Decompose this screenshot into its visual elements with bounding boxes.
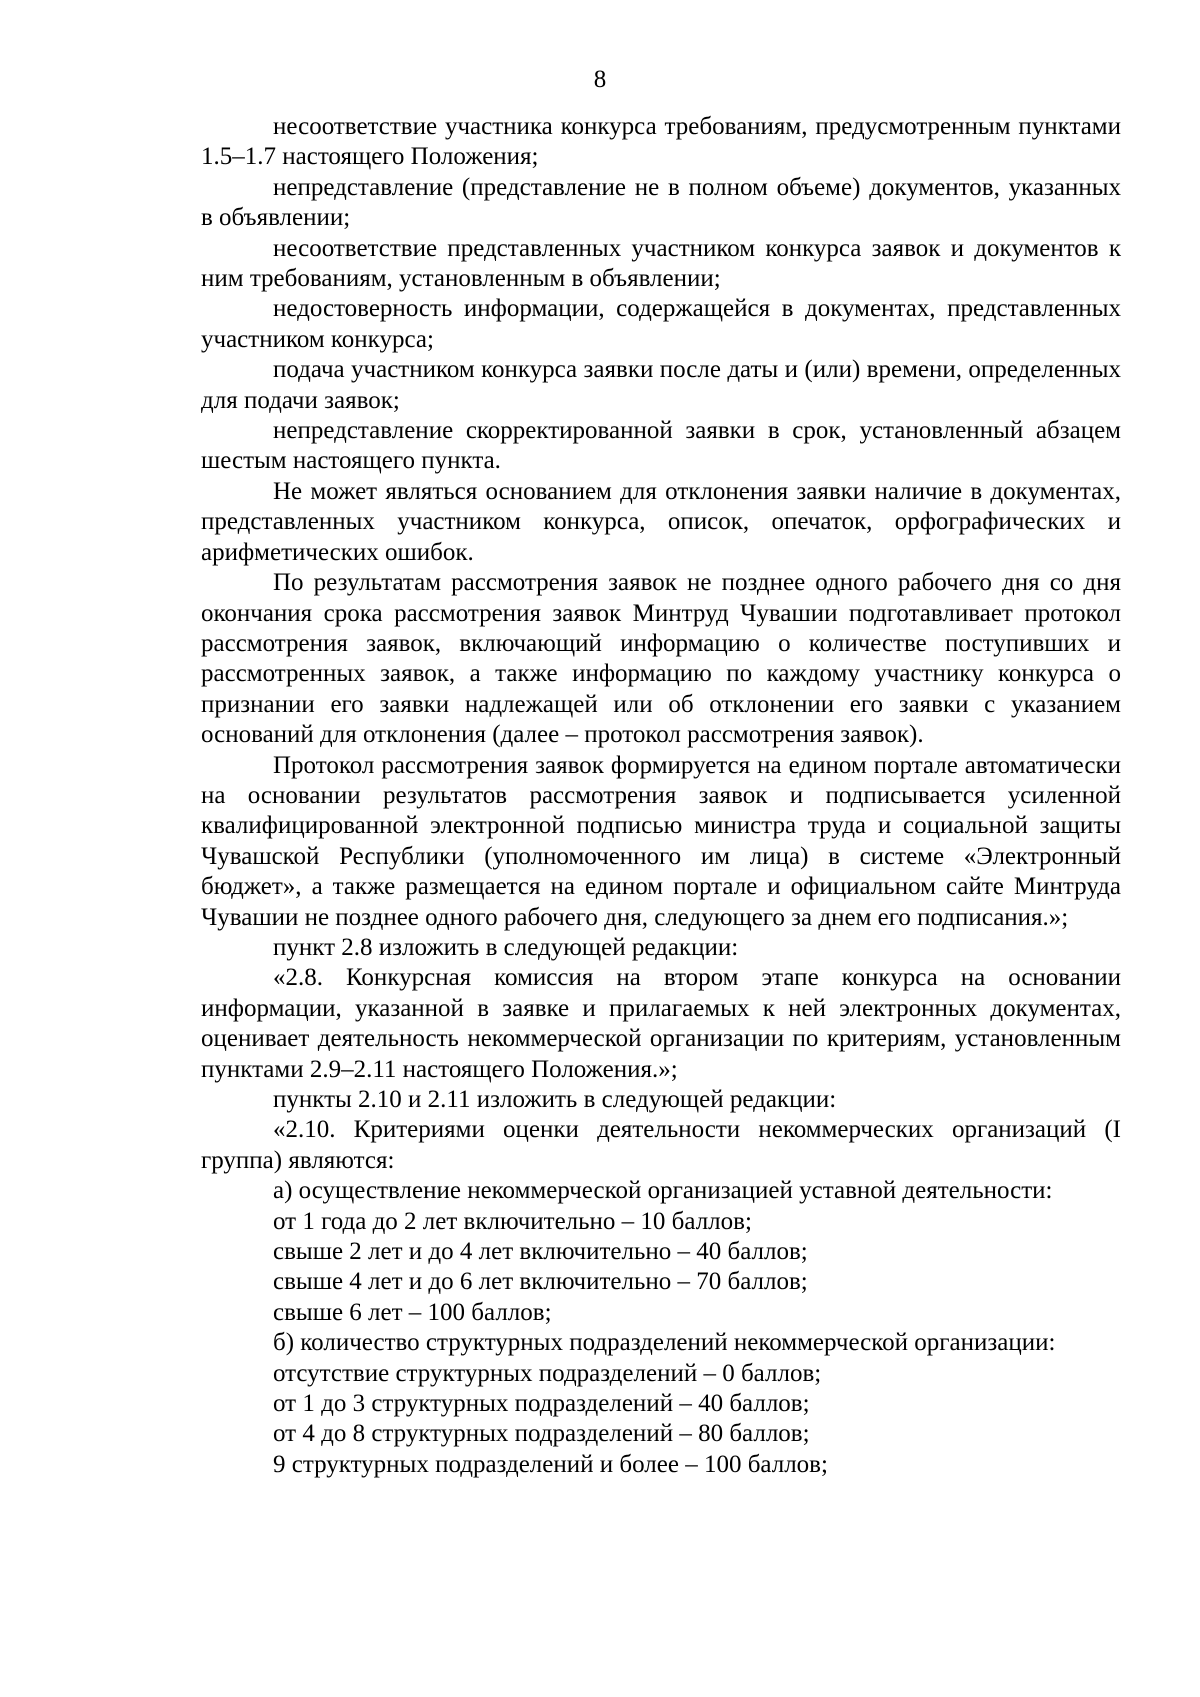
paragraph: По результатам рассмотрения заявок не позднее одного рабочего дня со дня окончания срока рассмотрения заявок Минтруд Чувашии подготавливает протокол рассмотрения заявок, включающий информацию о количестве поступивших и рассмотренных заявок, а также информацию по каждому участнику конкурса о признании его заявки надлежащей или об отклонении его заявки с указанием оснований для отклонения (далее – протокол рассмотрения заявок).: [201, 569, 1121, 749]
paragraph: пункты 2.10 и 2.11 изложить в следующей редакции:: [273, 1086, 837, 1113]
list-item: 9 структурных подразделений и более – 100 баллов;: [273, 1450, 828, 1478]
paragraph: недостоверность информации, содержащейся в документах, представленных участником конкурса;: [201, 295, 1121, 353]
page-number: 8: [593, 66, 607, 93]
paragraph: подача участником конкурса заявки после даты и (или) времени, определенных для подачи заявок;: [201, 356, 1121, 414]
list-item: б) количество структурных подразделений некоммерческой организации:: [273, 1329, 1056, 1357]
paragraph: несоответствие представленных участником конкурса заявок и документов к ним требованиям, установленным в объявлении;: [201, 234, 1121, 293]
paragraph: непредставление (представление не в полном объеме) документов, указанных в объявлении;: [201, 173, 1121, 232]
paragraph: «2.8. Конкурсная комиссия на втором этапе конкурса на основании информации, указанной в заявке и прилагаемых к ней электронных документах, оценивает деятельность некоммерческой организации по критериям, установленным пунктами 2.9–2.11 настоящего Положения.»;: [201, 964, 1121, 1083]
paragraph: Не может являться основанием для отклонения заявки наличие в документах, представленных участником конкурса, описок, опечаток, орфографических и арифметических ошибок.: [201, 477, 1121, 566]
list-item: отсутствие структурных подразделений – 0 баллов;: [273, 1359, 822, 1387]
paragraph: несоответствие участника конкурса требованиям, предусмотренным пунктами 1.5–1.7 настоящего Положения;: [201, 113, 1121, 171]
list-item: а) осуществление некоммерческой организацией уставной деятельности:: [273, 1177, 1053, 1205]
list-item: от 1 года до 2 лет включительно – 10 баллов;: [273, 1207, 752, 1235]
list-item: от 1 до 3 структурных подразделений – 40 баллов;: [273, 1390, 810, 1418]
list-item: свыше 4 лет и до 6 лет включительно – 70 баллов;: [273, 1268, 808, 1296]
paragraph: Протокол рассмотрения заявок формируется на едином портале автоматически на основании результатов рассмотрения заявок и подписывается усиленной квалифицированной электронной подписью министра труда и социальной защиты Чувашской Республики (уполномоченного им лица) в системе «Электронный бюджет», а также размещается на едином портале и официальном сайте Минтруда Чувашии не позднее одного рабочего дня, следующего за днем его подписания.»;: [201, 751, 1121, 931]
paragraph: «2.10. Критериями оценки деятельности некоммерческих организаций (I группа) являются:: [201, 1116, 1121, 1174]
list-item: от 4 до 8 структурных подразделений – 80 баллов;: [273, 1420, 810, 1448]
list-item: свыше 6 лет – 100 баллов;: [273, 1298, 552, 1326]
list-item: свыше 2 лет и до 4 лет включительно – 40 баллов;: [273, 1238, 808, 1266]
document-body: [201, 112, 1121, 1480]
paragraph: непредставление скорректированной заявки в срок, установленный абзацем шестым настоящего пункта.: [201, 417, 1121, 475]
paragraph: пункт 2.8 изложить в следующей редакции:: [273, 933, 739, 961]
